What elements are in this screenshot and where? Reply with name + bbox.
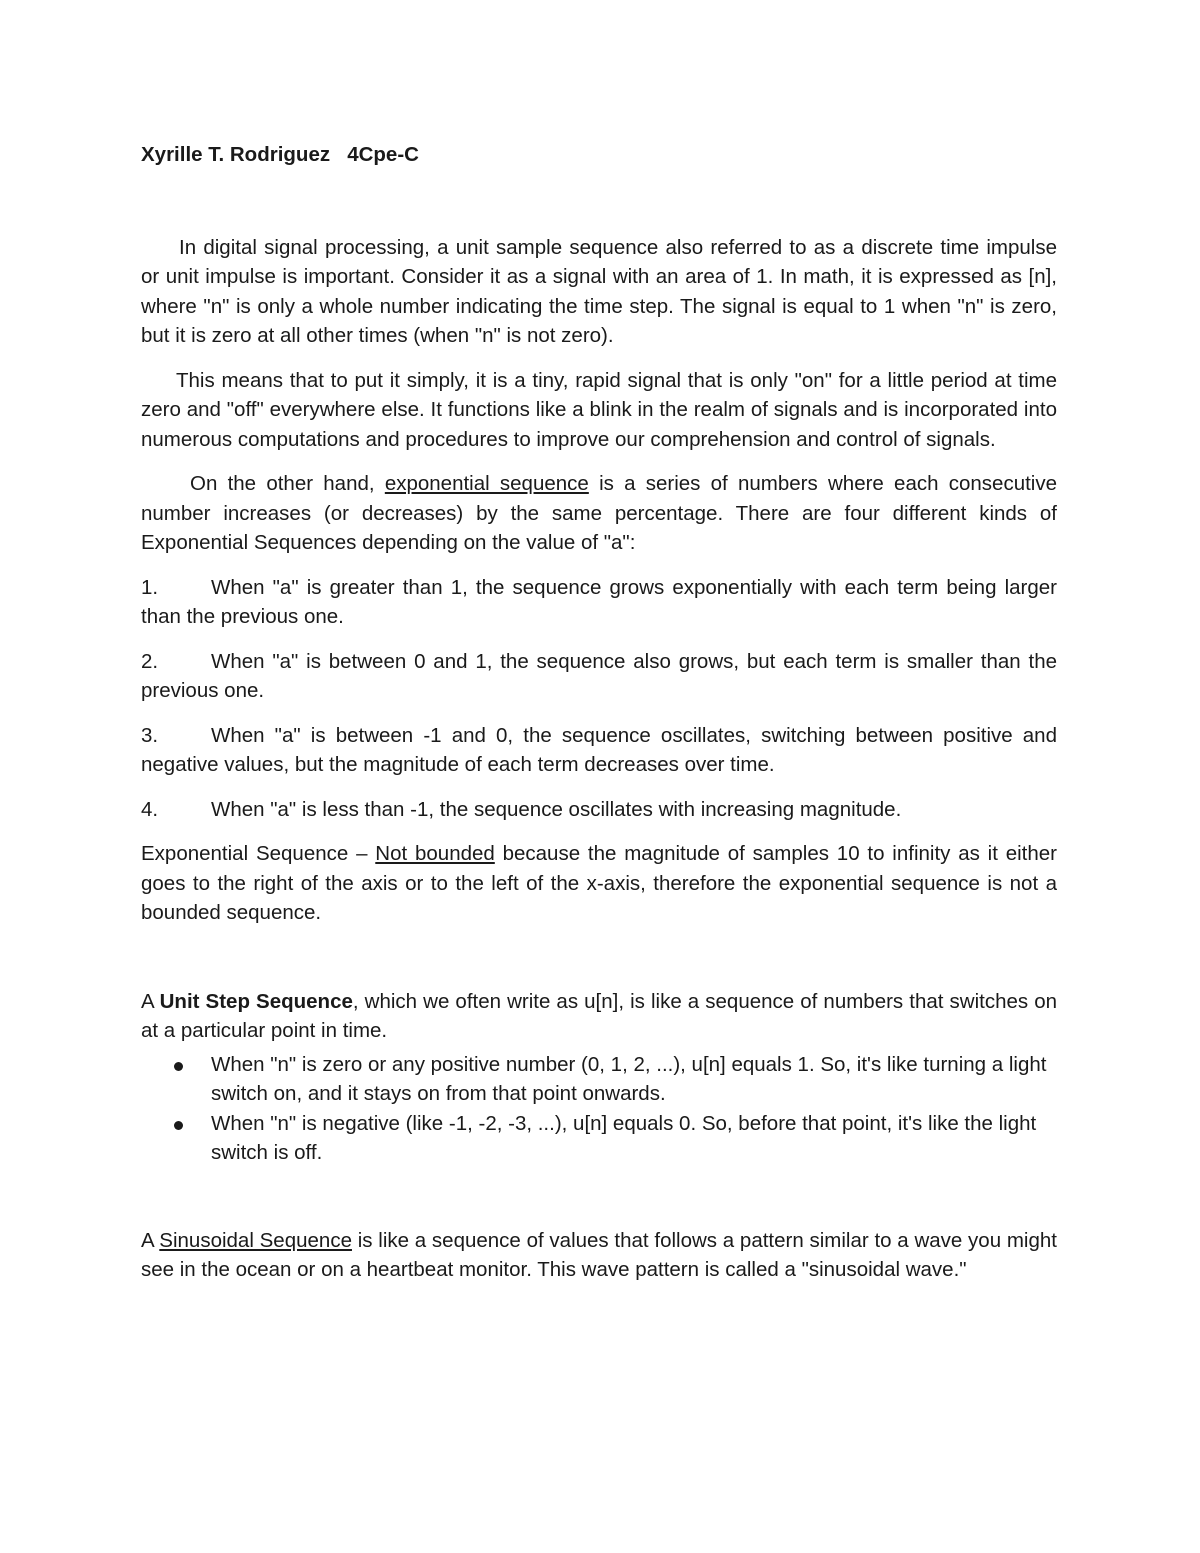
paragraph-unit-sample: In digital signal processing, a unit sample sequence also referred to as a discrete time impulse or unit impulse is important. Consider it as a signal with an area of 1. In math, it is expressed as [n], where "n" is only a whole number indicating the time step. The signal is equal to 1 when "n" is zero, but it is zero at all other times (when "n" is not zero). [141, 235, 1057, 347]
case-text: When "a" is greater than 1, the sequence grows exponentially with each term being larger than the previous one. [141, 575, 1057, 628]
unit-step-term: Unit Step Sequence [159, 989, 353, 1013]
author-section: 4Cpe-C [347, 143, 419, 166]
list-item [141, 1050, 1057, 1109]
exponential-rest: is a series of numbers where each consecutive number increases (or decreases) by the same percentage. There are four different kinds of Exponential Sequences depending on the value of "a": [141, 472, 1057, 554]
author-name: Xyrille T. Rodriguez [141, 143, 331, 166]
case-text: When "a" is between 0 and 1, the sequence also grows, but each term is smaller than the previous one. [141, 649, 1057, 702]
bounded-term: Not bounded [375, 842, 495, 865]
bounded-rest: because the magnitude of samples 10 to infinity as it either goes to the right of the axis or to the left of the x-axis, therefore the exponential sequence is not a bounded sequence. [141, 842, 1057, 924]
exponential-lead: On the other hand, [190, 472, 385, 495]
bullet-icon [174, 1062, 183, 1071]
exponential-case-1 [141, 573, 1057, 632]
paragraph-unit-step [141, 987, 1057, 1046]
unit-step-lead: A [141, 989, 160, 1013]
bullet-text: When "n" is negative (like -1, -2, -3, ...), u[n] equals 0. So, before that point, it's like the light switch is off. [211, 1111, 1037, 1164]
case-text: When "a" is less than -1, the sequence oscillates with increasing magnitude. [211, 797, 902, 821]
bullet-text: When "n" is zero or any positive number (0, 1, 2, ...), u[n] equals 1. So, it's like turning a light switch on, and it stays on from that point onwards. [211, 1052, 1047, 1105]
document-heading [141, 140, 1057, 170]
spacer [141, 1168, 1057, 1226]
paragraph-unit-sample-explained: This means that to put it simply, it is a tiny, rapid signal that is only "on" for a little period at time zero and "off" everywhere else. It functions like a blink in the realm of signals and is incorporated into numerous computations and procedures to improve our comprehension and control of signals. [141, 368, 1057, 451]
exponential-case-2 [141, 647, 1057, 706]
case-number: 1. [141, 575, 159, 599]
sinusoidal-lead: A [141, 1228, 160, 1252]
document-page [141, 140, 1057, 1300]
paragraph-exponential-intro [141, 469, 1057, 558]
list-item [141, 1109, 1057, 1168]
unit-step-rest: , which we often write as u[n], is like a sequence of numbers that switches on at a particular point in time. [141, 989, 1057, 1042]
sinusoidal-term: Sinusoidal Sequence [159, 1228, 352, 1252]
exponential-case-3 [141, 721, 1057, 780]
case-text: When "a" is between -1 and 0, the sequence oscillates, switching between positive and negative values, but the magnitude of each term decreases over time. [141, 723, 1057, 776]
spacer [141, 943, 1057, 987]
sinusoidal-rest: is like a sequence of values that follows a pattern similar to a wave you might see in the ocean or on a heartbeat monitor. This wave pattern is called a "sinusoidal wave." [141, 1228, 1057, 1281]
exponential-case-4 [141, 795, 1057, 825]
case-number: 3. [141, 723, 159, 747]
paragraph-sinusoidal [141, 1226, 1057, 1285]
case-number: 2. [141, 649, 159, 673]
unit-step-bullet-list [141, 1050, 1057, 1168]
paragraph-exponential-bounded [141, 839, 1057, 928]
exponential-term: exponential sequence [384, 472, 589, 495]
bounded-lead: Exponential Sequence – [141, 842, 376, 865]
bullet-icon [174, 1121, 183, 1130]
case-number: 4. [141, 797, 159, 821]
